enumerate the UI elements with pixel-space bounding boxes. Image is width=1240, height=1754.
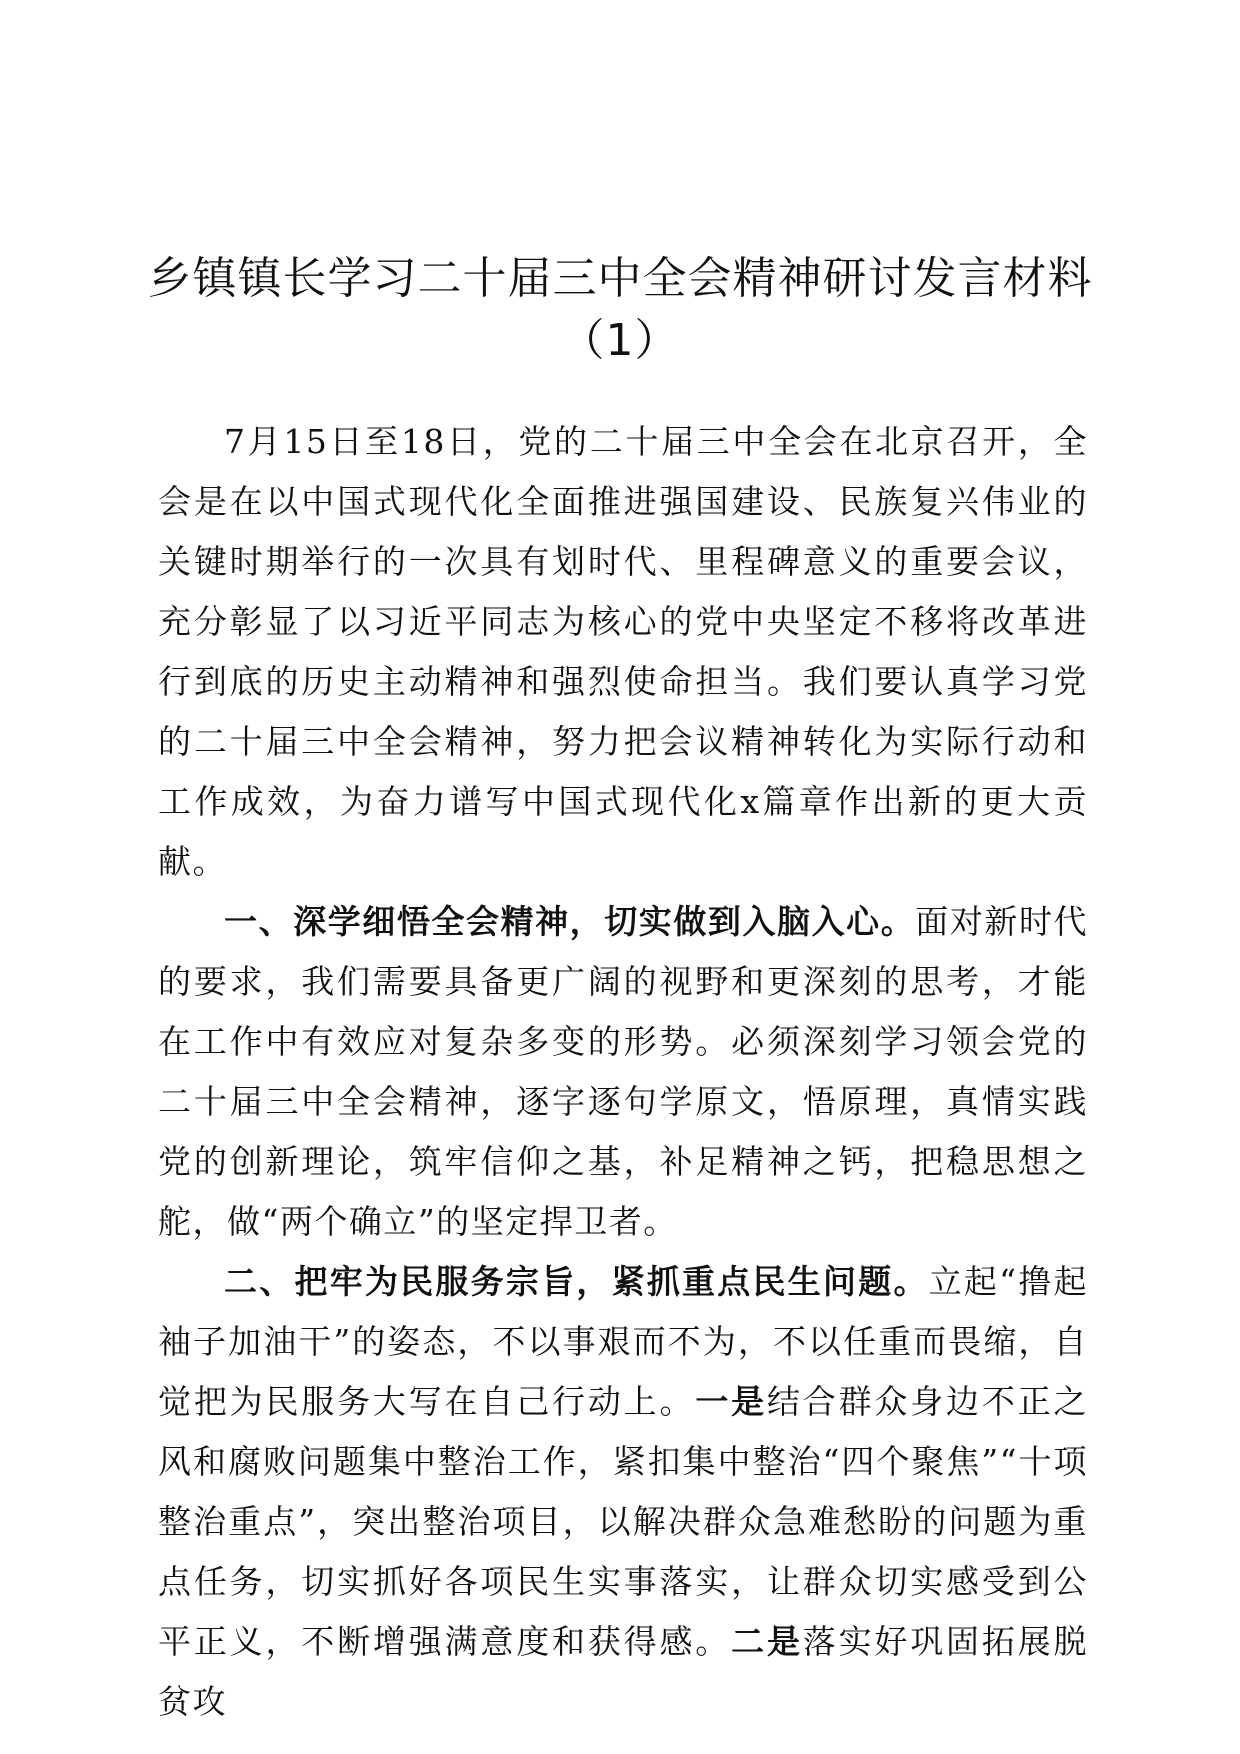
section-two-body-c: 落实好巩固拓展脱贫攻 [158,1622,1089,1721]
section-two-mark-two: 二是 [731,1622,803,1661]
section-one-paragraph [158,892,1088,1252]
section-two-heading: 二、把牢为民服务宗旨，紧抓重点民生问题。 [224,1262,929,1301]
section-one-heading: 一、深学细悟全会精神，切实做到入脑入心。 [224,902,916,941]
section-two-paragraph [158,1252,1088,1732]
section-one-body: 面对新时代的要求，我们需要具备更广阔的视野和更深刻的思考，才能在工作中有效应对复杂多变的形势。必须深刻学习领会党的二十届三中全会精神，逐字逐句学原文，悟原理，真情实践党的创新理论，筑牢信仰之基，补足精神之钙，把稳思想之舵，做“两个确立”的坚定捍卫者。 [158,902,1088,1241]
intro-paragraph: 7月15日至18日，党的二十届三中全会在北京召开，全会是在以中国式现代化全面推进强国建设、民族复兴伟业的关键时期举行的一次具有划时代、里程碑意义的重要会议，充分彰显了以习近平同志为核心的党中央坚定不移将改革进行到底的历史主动精神和强烈使命担当。我们要认真学习党的二十届三中全会精神，努力把会议精神转化为实际行动和工作成效，为奋力谱写中国式现代化x篇章作出新的更大贡献。 [158,422,1088,881]
section-two-body-a: 立起“撸起袖子加油干”的姿态，不以事艰而不为，不以任重而畏缩，自觉把为民服务大写在自己行动上。 [158,1262,1088,1421]
document-title: 乡镇镇长学习二十届三中全会精神研讨发言材料（1） [147,253,1093,366]
document-body [158,412,1088,1732]
section-two-body-b: 结合群众身边不正之风和腐败问题集中整治工作，紧扣集中整治“四个聚焦”“十项整治重点”，突出整治项目，以解决群众急难愁盼的问题为重点任务，切实抓好各项民生实事落实，让群众切实感受到公平正义，不断增强满意度和获得感。 [158,1382,1089,1661]
section-two-mark-one: 一是 [695,1382,767,1421]
